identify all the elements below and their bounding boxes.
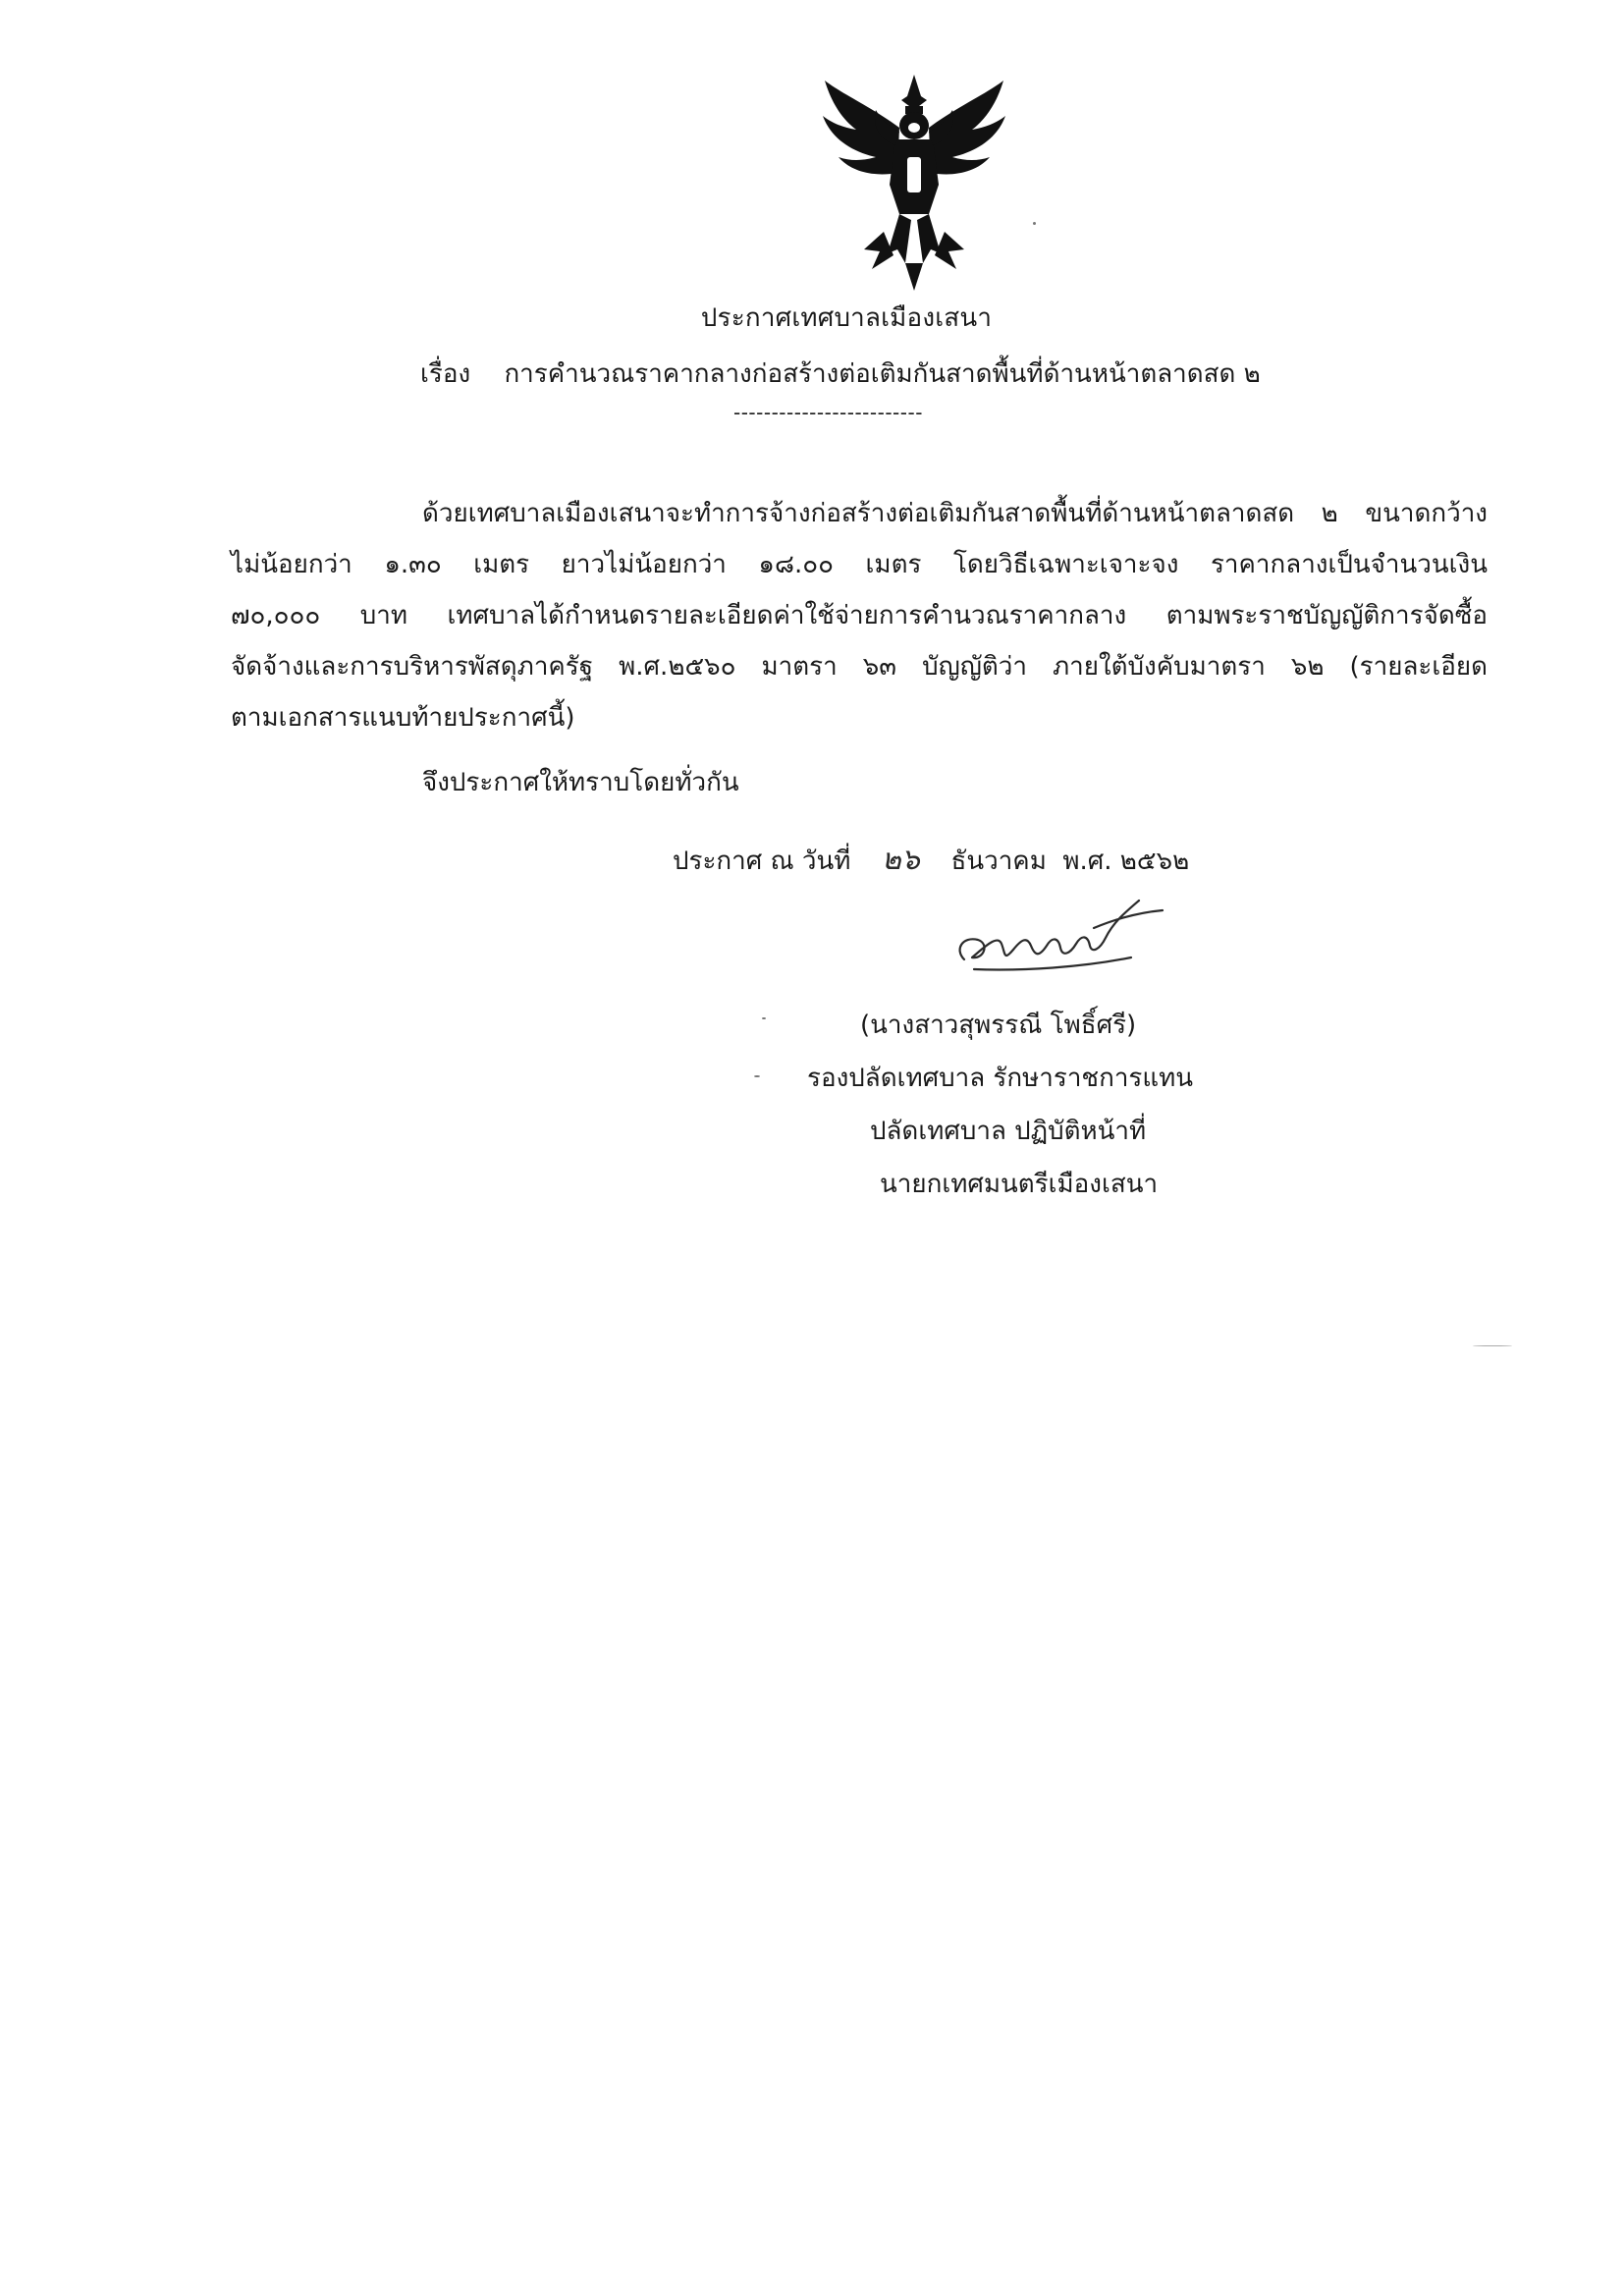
document-title: ประกาศเทศบาลเมืองเสนา bbox=[700, 303, 993, 333]
scan-speck bbox=[1473, 1345, 1512, 1346]
closing-statement: จึงประกาศให้ทราบโดยทั่วกัน bbox=[422, 768, 739, 797]
signatory-position-1: รองปลัดเทศบาล รักษาราชการแทน bbox=[807, 1064, 1194, 1093]
date-month: ธันวาคม bbox=[950, 847, 1047, 876]
body-line-3: ๗๐,๐๐๐ บาท เทศบาลได้กำหนดรายละเอียดค่าใช้จ่ายการคำนวณราคากลาง ตามพระราชบัญญัติการจัดซื้อ bbox=[231, 601, 1488, 630]
body-line-1: ด้วยเทศบาลเมืองเสนาจะทำการจ้างก่อสร้างต่อเติมกันสาดพื้นที่ด้านหน้าตลาดสด ๒ ขนาดกว้าง bbox=[422, 499, 1488, 528]
body-line-4: จัดจ้างและการบริหารพัสดุภาครัฐ พ.ศ.๒๕๖๐ มาตรา ๖๓ บัญญัติว่า ภายใต้บังคับมาตรา ๖๒ (รายละเอียด bbox=[231, 652, 1488, 682]
signatory-name: (นางสาวสุพรรณี โพธิ์ศรี) bbox=[860, 1011, 1137, 1040]
date-prefix: ประกาศ ณ วันที่ bbox=[673, 847, 851, 876]
body-line-5: ตามเอกสารแนบท้ายประกาศนี้) bbox=[231, 703, 575, 733]
garuda-emblem-icon bbox=[811, 67, 1017, 293]
date-year: พ.ศ. ๒๕๖๒ bbox=[1062, 847, 1190, 876]
signatory-position-3: นายกเทศมนตรีเมืองเสนา bbox=[880, 1170, 1159, 1199]
announcement-date bbox=[673, 837, 1189, 883]
subject-text: การคำนวณราคากลางก่อสร้างต่อเติมกันสาดพื้นที่ด้านหน้าตลาดสด ๒ bbox=[504, 359, 1261, 389]
handwritten-signature bbox=[945, 889, 1170, 987]
body-paragraph bbox=[231, 488, 1488, 743]
subject-line bbox=[420, 354, 1261, 394]
date-day: ๒๖ bbox=[882, 843, 920, 877]
body-line-2: ไม่น้อยกว่า ๑.๓๐ เมตร ยาวไม่น้อยกว่า ๑๘.๐๐ เมตร โดยวิธีเฉพาะเจาะจง ราคากลางเป็นจำนวนเงิน bbox=[231, 550, 1488, 579]
subject-label: เรื่อง bbox=[420, 359, 471, 389]
signatory-position-2: ปลัดเทศบาล ปฏิบัติหน้าที่ bbox=[870, 1117, 1147, 1146]
header-divider: ------------------------- bbox=[733, 401, 923, 424]
scan-speck bbox=[762, 1017, 766, 1019]
scan-speck bbox=[754, 1075, 760, 1077]
scan-speck bbox=[1033, 222, 1036, 225]
